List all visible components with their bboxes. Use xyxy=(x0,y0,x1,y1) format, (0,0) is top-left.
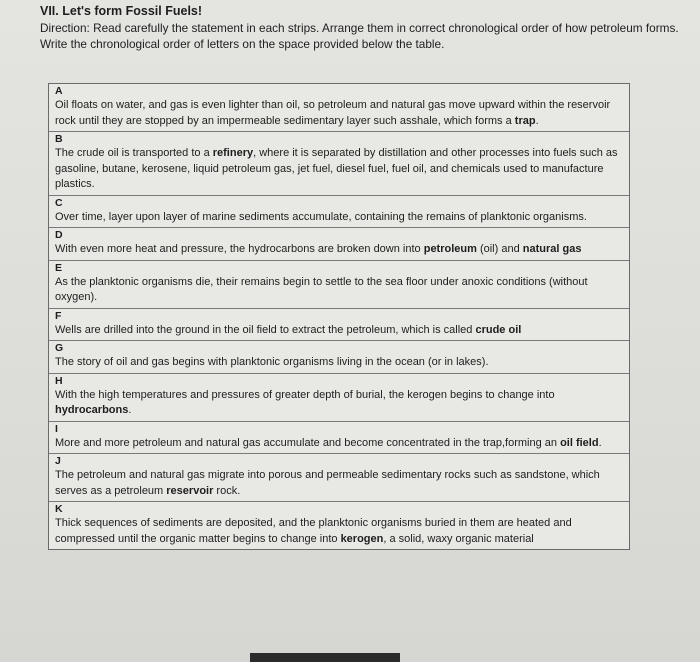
strip-j xyxy=(49,454,629,502)
bold-term: refinery xyxy=(212,147,254,159)
bold-term: hydrocarbons xyxy=(55,404,129,416)
strip-k xyxy=(49,502,629,549)
statement-fragment: rock. xyxy=(213,484,241,497)
bottom-dark-bar xyxy=(250,653,400,662)
strip-statement xyxy=(55,147,618,190)
strip-statement xyxy=(55,517,572,545)
bold-term: natural gas xyxy=(522,243,582,255)
statement-fragment: Wells are drilled into the ground in the oil field to extract the petroleum, which is called xyxy=(55,323,476,336)
strip-h xyxy=(49,374,629,422)
strip-statement xyxy=(55,389,555,417)
strip-i xyxy=(49,422,629,455)
strip-f xyxy=(49,309,629,342)
strip-statement xyxy=(55,276,588,304)
bold-term: petroleum xyxy=(423,243,477,255)
statement-fragment: With the high temperatures and pressures of greater depth of burial, the kerogen begins to change into xyxy=(55,388,555,401)
statement-fragment: , where it is separated by distillation and other processes into fuels such as gasoline, butane, kerosene, liquid petroleum gas, jet fuel, diesel fuel, fuel oil, and chemicals used to manufacture plastics. xyxy=(55,147,618,190)
strip-letter: D xyxy=(55,229,63,241)
statement-fragment: With even more heat and pressure, the hydrocarbons are broken down into xyxy=(55,243,424,255)
strip-statement xyxy=(55,211,587,223)
statement-fragment: . xyxy=(535,114,539,127)
statement-strips-table xyxy=(48,83,630,550)
strip-statement xyxy=(55,99,610,127)
strip-statement xyxy=(55,469,600,497)
strip-letter: E xyxy=(55,261,63,274)
strip-g xyxy=(49,341,629,374)
strip-a xyxy=(49,84,629,132)
strip-statement xyxy=(55,243,581,255)
strip-letter: G xyxy=(55,342,64,354)
direction-text: Direction: Read carefully the statement in each strips. Arrange them in correct chronological order of how petroleum forms. Write the chronological order of letters on the space provided below the table. xyxy=(40,21,679,51)
strip-letter: J xyxy=(55,455,61,467)
statement-fragment: (oil) and xyxy=(476,243,523,255)
strip-letter: H xyxy=(55,374,63,387)
strip-statement xyxy=(55,324,521,336)
bold-term: kerogen xyxy=(340,532,384,545)
strip-letter: K xyxy=(55,503,63,515)
strip-letter: A xyxy=(55,85,63,97)
strip-statement xyxy=(55,437,602,449)
statement-fragment: Thick sequences of sediments are deposited, and the planktonic organisms buried in them are heated and compressed until the organic matter begins to change into xyxy=(55,517,572,545)
strip-letter: B xyxy=(55,133,63,145)
statement-fragment: The petroleum and natural gas migrate into porous and permeable sedimentary rocks such as sandstone, which serves as a petroleum xyxy=(55,469,600,497)
statement-fragment: Oil floats on water, and gas is even lighter than oil, so petroleum and natural gas move upward within the reservoir rock until they are stopped by an impermeable sedimentary layer such asshale, which forms a xyxy=(55,99,611,127)
statement-fragment: The story of oil and gas begins with planktonic organisms living in the ocean (or in lakes). xyxy=(55,356,489,368)
statement-fragment: . xyxy=(598,436,602,449)
strip-statement xyxy=(55,356,489,368)
strip-letter: C xyxy=(55,196,63,209)
bold-term: reservoir xyxy=(166,484,214,497)
bold-term: trap xyxy=(514,114,536,127)
strip-c xyxy=(49,196,629,229)
strip-letter: F xyxy=(55,309,62,322)
strip-d xyxy=(49,228,629,261)
strip-b xyxy=(49,132,629,196)
statement-fragment: The crude oil is transported to a xyxy=(55,147,213,159)
statement-fragment: As the planktonic organisms die, their remains begin to settle to the sea floor under anoxic conditions (without oxygen). xyxy=(55,275,588,303)
statement-fragment: , a solid, waxy organic material xyxy=(383,532,534,545)
statement-fragment: . xyxy=(128,404,132,416)
strip-letter: I xyxy=(55,422,58,435)
statement-fragment: Over time, layer upon layer of marine sediments accumulate, containing the remains of planktonic organisms. xyxy=(55,210,587,223)
strip-e xyxy=(49,261,629,309)
section-heading: VII. Let's form Fossil Fuels! xyxy=(40,4,203,18)
bold-term: crude oil xyxy=(475,323,522,336)
statement-fragment: More and more petroleum and natural gas accumulate and become concentrated in the trap,forming an xyxy=(55,436,561,449)
bold-term: oil field xyxy=(560,436,599,449)
